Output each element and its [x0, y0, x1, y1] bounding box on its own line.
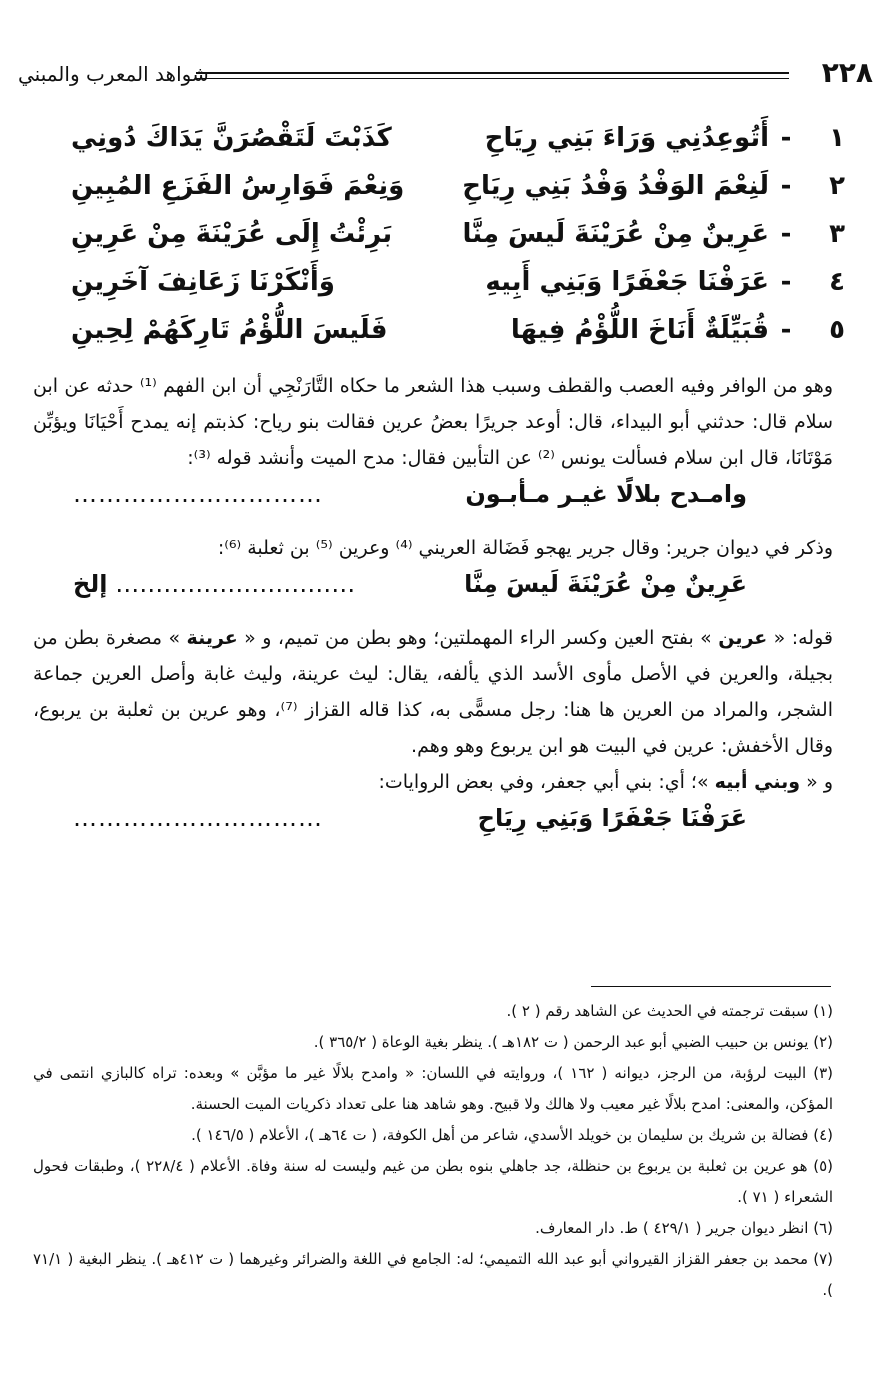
verse-dash: -: [780, 123, 792, 153]
verse-second-hemistich: كَذَبْتَ لَتَقْصُرَنَّ يَدَاكَ دُونِي: [71, 123, 392, 153]
etcetera-label: إلخ: [73, 570, 108, 598]
quoted-verse-text: عَرِينٌ مِنْ عُرَيْنَةَ لَيسَ مِنَّا: [464, 570, 747, 598]
poem-verse: [35, 315, 845, 363]
poem-verse: [35, 171, 845, 219]
verse-second-hemistich: وَأَنْكَرْنَا زَعَانِفَ آخَرِينِ: [71, 267, 335, 297]
verse-number: ٥: [829, 315, 845, 345]
footnote: (٣) البيت لرؤبة، من الرجز، ديوانه ( ١٦٢ )، وروايته في اللسان: « وامدح بلالًا غير ما مؤبَّن » وبعده: تراه كالبازي انتمى في المؤكن، والمعنى: امدح بلالًا غير معيب ولا هالك ولا قبيح. وهو شاهد هنا على تعداد ذكريات الميت الحسنة.: [33, 1064, 834, 1113]
verse-number: ٣: [829, 219, 845, 249]
page-number: ٢٢٨: [821, 56, 873, 89]
glossed-term: عرين: [718, 627, 768, 649]
commentary-paragraph: [33, 620, 833, 764]
poem-verse: [35, 123, 845, 171]
verse-dash: -: [780, 171, 792, 201]
footnote: (٧) محمد بن جعفر القزاز القيرواني أبو عبد الله التميمي؛ له: الجامع في اللغة والضرائر وغيرهما ( ت ٤١٢هـ ). ينظر البغية ( ٧١/١ ).: [33, 1250, 833, 1299]
commentary-paragraph: [33, 764, 833, 800]
ellipsis-dots: [33, 566, 417, 602]
ellipsis-dots: …………………………: [73, 480, 323, 508]
poem-verse: [35, 267, 845, 315]
verse-dash: -: [780, 267, 792, 297]
verse-first-hemistich: أَتُوعِدُنِي وَرَاءَ بَنِي رِيَاحِ: [484, 123, 769, 153]
quoted-verse-text: عَرَفْنَا جَعْفَرًا وَبَنِي رِيَاحِ: [477, 804, 747, 832]
paragraph-text: »؛ أي: بني أبي جعفر، وفي بعض الروايات:: [378, 771, 715, 793]
page-header: [18, 56, 873, 96]
paragraph-text: » بفتح العين وكسر الراء المهملتين؛ وهو بطن من تميم، و «: [237, 627, 719, 649]
verse-number: ١: [829, 123, 845, 153]
footnote: (٤) فضالة بن شريك بن سليمان بن خويلد الأسدي، شاعر من أهل الكوفة، ( ت ٦٤هـ )، الأعلام ( ١٤٦/٥ ).: [191, 1126, 833, 1144]
glossed-term: وبني أبيه: [714, 771, 801, 793]
quoted-verse: [33, 566, 833, 620]
paragraph-lead: قوله: «: [767, 627, 833, 649]
verse-first-hemistich: عَرِينٌ مِنْ عُرَيْنَةَ لَيسَ مِنَّا: [462, 219, 769, 249]
verse-number: ٤: [829, 267, 845, 297]
verse-dash: -: [780, 315, 792, 345]
glossed-term: عرينة: [186, 627, 238, 649]
header-rule: [196, 72, 789, 79]
poem: [35, 123, 845, 363]
footnote: (٢) يونس بن حبيب الضبي أبو عبد الرحمن ( ت ١٨٢هـ ). ينظر بغية الوعاة ( ٣٦٥/٢ ).: [313, 1033, 833, 1051]
verse-dash: -: [780, 219, 792, 249]
quoted-verse: [33, 476, 833, 530]
commentary-paragraph: وهو من الوافر وفيه العصب والقطف وسبب هذا الشعر ما حكاه التَّارَنْجِي أن ابن الفهم ⁽¹⁾ حدثه عن ابن سلام قال: حدثني أبو البيداء، قال: أوعد جريرًا بعضُ عرين فقالت بنو رياح: كذبتم إنه يمدح أَحْيَانَا ويؤبِّن مَوْتَانَا، قال ابن سلام فسألت يونس ⁽²⁾ عن التأبين فقال: مدح الميت وأنشد قوله ⁽³⁾:: [33, 375, 833, 469]
footnote: (٥) هو عرين بن ثعلبة بن يربوع بن حنظلة، جد جاهلي بنوه بطن من غيم وليست له سنة وفاة. الأعلام ( ٢٢٨/٤ )، وطبقات فحول الشعراء ( ٧١ ).: [33, 1157, 833, 1206]
ellipsis-dots: …………………………: [73, 804, 323, 832]
verse-first-hemistich: قُبَيِّلَةٌ أَنَاخَ اللُّؤْمُ فِيهَا: [510, 315, 769, 345]
verse-first-hemistich: عَرَفْنَا جَعْفَرًا وَبَنِي أَبِيهِ: [485, 267, 769, 297]
poem-verse: [35, 219, 845, 267]
ellipsis-dots-text: …………………………: [115, 570, 356, 598]
quoted-verse-text: وامـدح بلالًا غيـر مـأبـون: [465, 480, 747, 508]
verse-first-hemistich: لَنِعْمَ الوَفْدُ وَفْدُ بَنِي رِيَاحِ: [462, 171, 769, 201]
footnotes: [33, 996, 833, 1306]
verse-second-hemistich: بَرِئْتُ إِلَى عُرَيْنَةَ مِنْ عَرِينِ: [71, 219, 393, 249]
commentary: [33, 368, 833, 854]
footnote: (٦) انظر ديوان جرير ( ٤٢٩/١ ) ط. دار المعارف.: [535, 1219, 833, 1237]
verse-second-hemistich: وَنِعْمَ فَوَارِسُ الفَزَعِ المُبِينِ: [71, 171, 405, 201]
verse-number: ٢: [829, 171, 845, 201]
commentary-paragraph: وذكر في ديوان جرير: وقال جرير يهجو فَضَالة العريني ⁽⁴⁾ وعرين ⁽⁵⁾ بن ثعلبة ⁽⁶⁾:: [217, 537, 833, 559]
footnote: (١) سبقت ترجمته في الحديث عن الشاهد رقم ( ٢ ).: [506, 1002, 833, 1020]
verse-second-hemistich: فَلَيسَ اللُّؤْمُ تَارِكَهُمْ لِحِينِ: [71, 315, 388, 345]
paragraph-text: » مصغرة بطن من بجيلة، والعرين في الأصل مأوى الأسد الذي يألفه، يقال: ليث عرينة، وليث غابة وأصل العرين جماعة الشجر، والمراد من العرين ها هنا: رجل مسمًّى به، كذا قاله القزاز ⁽⁷⁾، وهو عرين بن ثعلبة بن يربوع، وقال الأخفش: عرين في البيت هو ابن يربوع وهو وهم.: [33, 627, 833, 757]
paragraph-lead: و «: [800, 771, 833, 793]
quoted-verse: [33, 800, 833, 854]
running-title: شواهد المعرب والمبني: [18, 62, 209, 86]
footnote-rule: [591, 986, 831, 987]
